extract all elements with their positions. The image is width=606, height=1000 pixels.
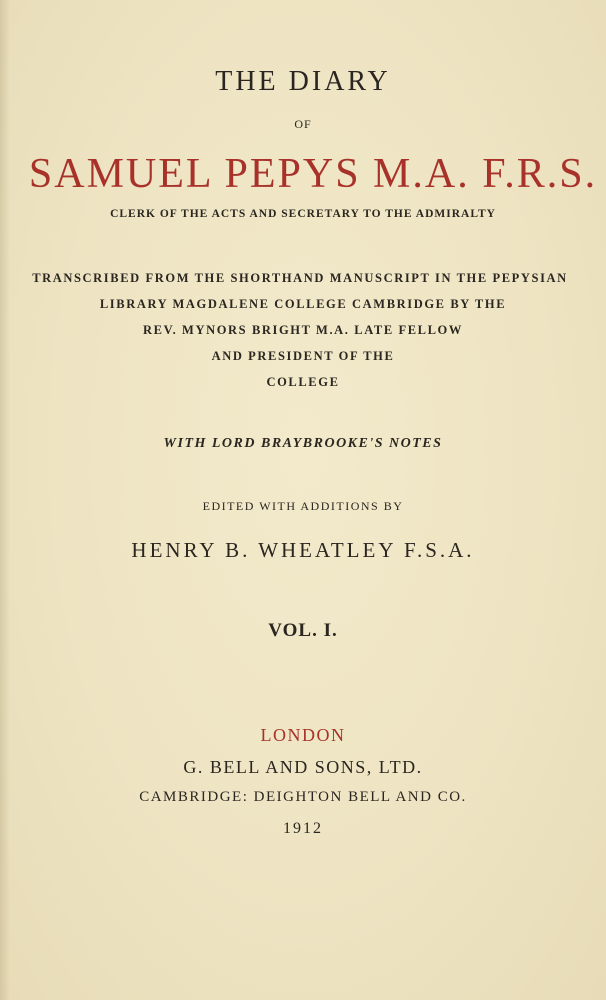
title-connector-of: OF bbox=[294, 117, 312, 131]
author-office: CLERK OF THE ACTS AND SECRETARY TO THE ADMIRALTY bbox=[110, 208, 496, 220]
volume-number: VOL. I. bbox=[268, 620, 338, 641]
imprint-city: LONDON bbox=[260, 725, 346, 745]
edited-by-label: EDITED WITH ADDITIONS BY bbox=[202, 499, 404, 513]
transcription-line-2: LIBRARY MAGDALENE COLLEGE CAMBRIDGE BY THE bbox=[99, 297, 507, 311]
notes-credit: WITH LORD BRAYBROOKE'S NOTES bbox=[163, 436, 443, 451]
transcription-line-3: REV. MYNORS BRIGHT M.A. LATE FELLOW bbox=[143, 323, 463, 337]
editor-name: HENRY B. WHEATLEY F.S.A. bbox=[131, 538, 475, 562]
transcription-line-5: COLLEGE bbox=[266, 375, 340, 389]
author-name: SAMUEL PEPYS M.A. F.R.S. bbox=[28, 151, 598, 197]
imprint-publisher: G. BELL AND SONS, LTD. bbox=[183, 757, 423, 777]
transcription-line-1: TRANSCRIBED FROM THE SHORTHAND MANUSCRIPT IN THE PEPYSIAN bbox=[32, 271, 568, 285]
imprint-co-publisher: CAMBRIDGE: DEIGHTON BELL AND CO. bbox=[139, 789, 467, 805]
transcription-line-4: AND PRESIDENT OF THE bbox=[211, 349, 395, 363]
book-title: THE DIARY bbox=[215, 66, 391, 97]
imprint-year: 1912 bbox=[283, 820, 323, 837]
